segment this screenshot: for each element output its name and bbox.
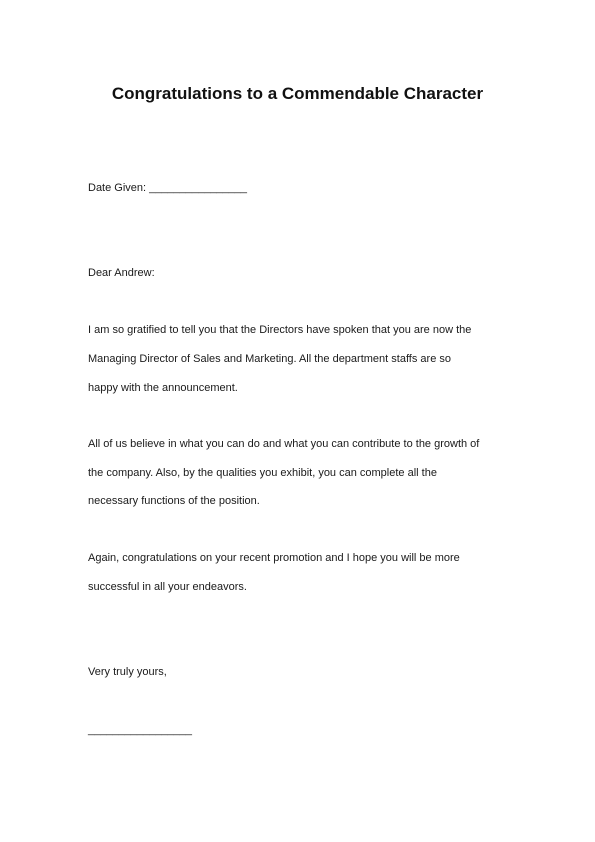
signature-line: _________________	[88, 724, 193, 736]
paragraph-3-line-2: successful in all your endeavors.	[88, 581, 247, 593]
document-title: Congratulations to a Commendable Character	[111, 84, 484, 103]
paragraph-2-line-3: necessary functions of the position.	[88, 495, 260, 507]
paragraph-2-line-2: the company. Also, by the qualities you exhibit, you can complete all the	[88, 467, 437, 479]
paragraph-3-line-1: Again, congratulations on your recent promotion and I hope you will be more	[88, 552, 460, 564]
paragraph-1-line-3: happy with the announcement.	[88, 382, 238, 394]
paragraph-2-line-1: All of us believe in what you can do and what you can contribute to the growth of	[88, 438, 480, 450]
closing: Very truly yours,	[88, 666, 167, 678]
paragraph-1-line-1: I am so gratified to tell you that the Directors have spoken that you are now the	[88, 324, 472, 336]
date-given-line: Date Given: ________________	[88, 182, 248, 194]
salutation: Dear Andrew:	[88, 267, 155, 279]
paragraph-1-line-2: Managing Director of Sales and Marketing. All the department staffs are so	[88, 353, 451, 365]
